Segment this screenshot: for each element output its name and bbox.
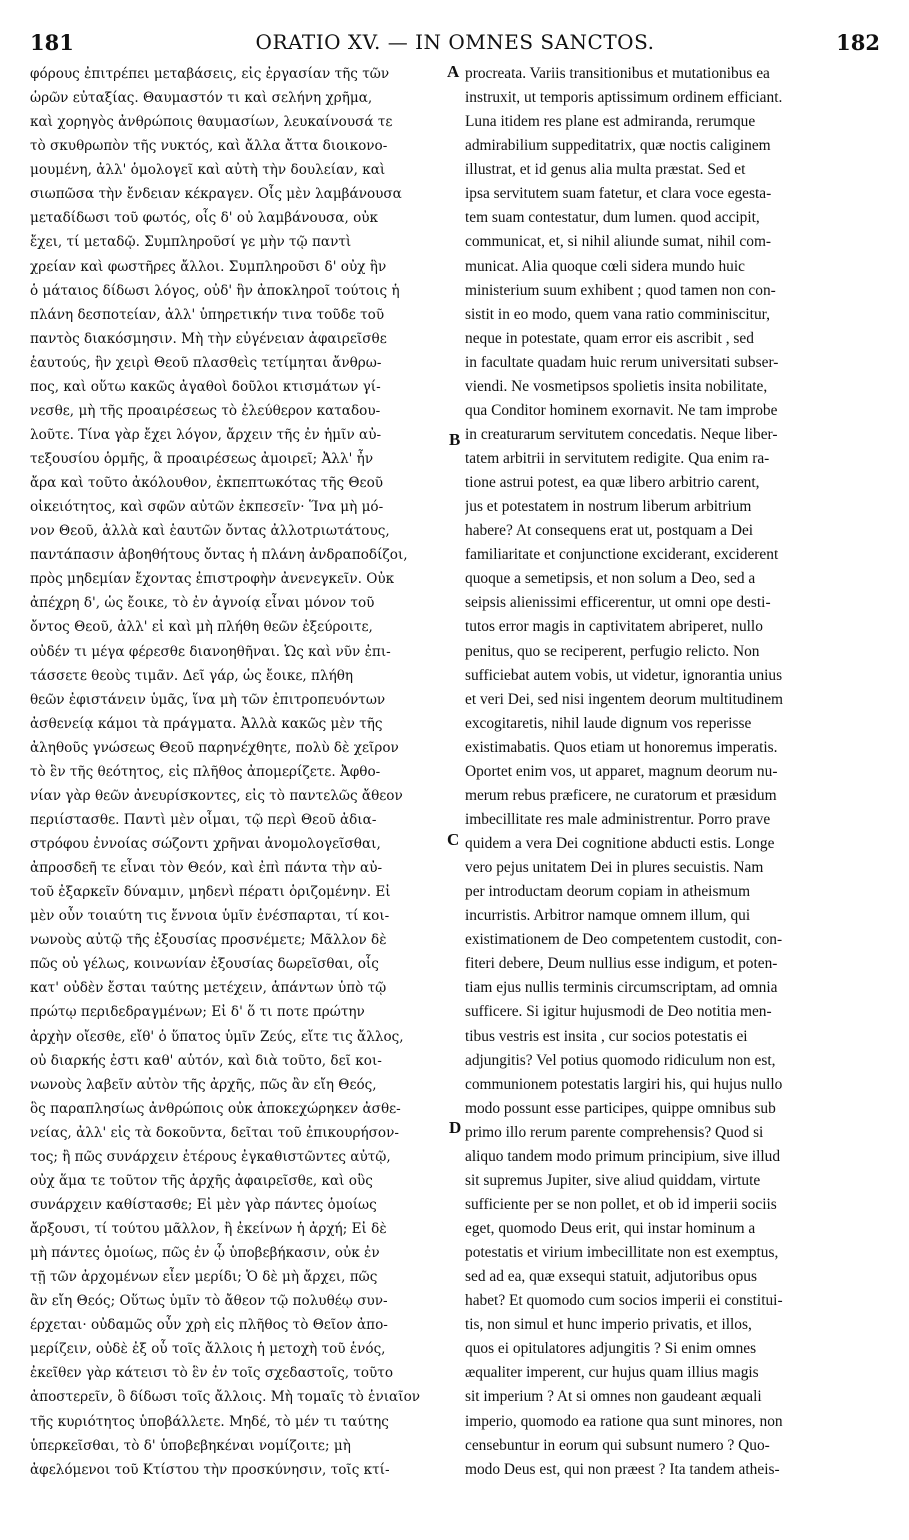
latin-text-line: sed ad ea, quæ exsequi statuit, adjutoribus opus bbox=[465, 1268, 757, 1286]
greek-text-line: πῶς οὐ γέλως, κοινωνίαν ἐξουσίας δωρεῖσθαι, οἷς bbox=[30, 956, 379, 973]
greek-text-line: ὑπερκεῖσθαι, τὸ δ' ὑποβεβηκέναι νομίζοιτε; μὴ bbox=[30, 1437, 351, 1454]
greek-text-line: ἀρχὴν οἴεσθε, εἴθ' ὁ ὕπατος ὑμῖν Ζεύς, εἴτε τις ἄλλος, bbox=[30, 1028, 404, 1045]
latin-text-line: communionem potestatis largiri his, qui hujus nullo bbox=[465, 1075, 783, 1093]
greek-text-line: ἀσθενείᾳ κάμοι τὰ πράγματα. Ἀλλὰ κακῶς μὲν τῆς bbox=[30, 715, 383, 732]
greek-text-line: ὡρῶν εὐταξίας. Θαυμαστόν τι καὶ σελήνη χρῆμα, bbox=[30, 90, 373, 107]
latin-text-line: potestatis et virium imbecillitate non est exemptus, bbox=[465, 1244, 779, 1262]
latin-text-line: sufficiente per se non pollet, et ob id imperii sociis bbox=[465, 1195, 777, 1213]
latin-text-line: sistit in eo modo, quem vana ratio comminiscitur, bbox=[465, 305, 771, 323]
greek-text-line: φόρους ἐπιτρέπει μεταβάσεις, εἰς ἐργασίαν τῆς τῶν bbox=[30, 66, 390, 82]
latin-text-line: ministerium suum exhibent ; quod tamen non con- bbox=[465, 281, 776, 299]
greek-column bbox=[30, 62, 446, 1482]
greek-text-line: μεταδίδωσι τοῦ φωτός, οἷς δ' οὐ λαμβάνουσα, οὐκ bbox=[30, 210, 379, 227]
greek-text-line: ὄντος Θεοῦ, ἀλλ' εἰ καὶ μὴ πλήθη θεῶν ἐξεύροιτε, bbox=[30, 619, 373, 636]
latin-text-line: excogitaretis, nihil laude dignum vos reperisse bbox=[465, 714, 752, 732]
latin-text-line: imbecillitate res male administrentur. Porro prave bbox=[465, 810, 771, 828]
latin-text-line: sit imperium ? At si omnes non gaudeant æquali bbox=[465, 1388, 762, 1406]
latin-text-line: adjungitis? Vel potius quomodo ridiculum non est, bbox=[465, 1051, 776, 1069]
section-marker-d: D bbox=[449, 1118, 462, 1137]
latin-text-line: merum rebus præficere, ne curatorum et præsidum bbox=[465, 786, 777, 804]
latin-text-line: tione astrui potest, ea quæ libero arbitrio carent, bbox=[465, 474, 760, 492]
greek-text-line: συνάρχειν καθίστασθε; Εἰ μὲν γὰρ πάντες ὁμοίως bbox=[30, 1196, 377, 1213]
latin-column bbox=[465, 62, 885, 1482]
greek-text-line: ἀποστερεῖν, ὃ δίδωσι τοῖς ἄλλοις. Μὴ τομαῖς τὸ ἑνιαῖον bbox=[30, 1389, 421, 1406]
greek-text-line: οὐδέν τι μέγα φέρεσθε διανοηθῆναι. Ὡς καὶ νῦν ἐπι- bbox=[30, 643, 391, 660]
latin-text-line: per introductam deorum copiam in atheismum bbox=[465, 883, 751, 901]
greek-text-line: μὴ πάντες ὁμοίως, πῶς ἐν ᾧ ὑποβεβήκασιν, οὐκ ἐν bbox=[30, 1245, 380, 1262]
latin-text-line: sit supremus Jupiter, sive aliud quiddam, virtute bbox=[465, 1171, 761, 1189]
latin-text-line: ipsa servitutem suam fatetur, et clara voce egesta- bbox=[465, 185, 772, 203]
latin-text-line: qua Conditor hominem exornavit. Ne tam improbe bbox=[465, 401, 778, 419]
greek-text-line: ἑαυτούς, ἣν χειρὶ Θεοῦ πλασθεὶς τετίμηται ἄνθρω- bbox=[30, 354, 382, 371]
latin-text-line: modo possunt esse participes, quippe omnibus sub bbox=[465, 1099, 776, 1117]
page-header bbox=[30, 30, 880, 60]
greek-text-line: περιίστασθε. Παντὶ μὲν οἶμαι, τῷ περὶ Θεοῦ ἀδια- bbox=[30, 811, 377, 828]
section-marker-a: A bbox=[447, 62, 460, 81]
greek-text-line: παντάπασιν ἀβοηθήτους ὄντας ἡ πλάνη ἀνδραποδίζοι, bbox=[30, 547, 408, 564]
section-marker-b: B bbox=[449, 430, 461, 449]
latin-text-line: tibus vestris est insita , cur socios potestatis ei bbox=[465, 1027, 748, 1045]
greek-text-line: χρείαν καὶ φωστῆρες ἄλλοι. Συμπληροῦσι δ' οὐχ ἣν bbox=[30, 258, 387, 275]
latin-text-line: Oportet enim vos, ut apparet, magnum deorum nu- bbox=[465, 762, 778, 780]
latin-text-line: procreata. Variis transitionibus et mutationibus ea bbox=[465, 65, 770, 82]
greek-text-line: ἀληθοῦς γνώσεως Θεοῦ παρηνέχθητε, πολὺ δὲ χεῖρον bbox=[30, 739, 399, 756]
latin-text-line: Luna itidem res plane est admiranda, rerumque bbox=[465, 113, 756, 131]
greek-text-line: νείας, ἀλλ' εἰς τὰ δοκοῦντα, δεῖται τοῦ ἐπικουρήσον- bbox=[30, 1124, 399, 1141]
greek-text-line: οἰκειότητος, καὶ σφῶν αὐτῶν ἐκπεσεῖν· Ἵνα μὴ μό- bbox=[30, 499, 384, 516]
greek-text-line: πρὸς μηδεμίαν ἔχοντας ἐπιστροφὴν ἀνενεγκεῖν. Οὐκ bbox=[30, 571, 395, 588]
latin-text-line: tis, non simul et hunc imperio privatis, et illos, bbox=[465, 1316, 752, 1334]
greek-text-line: ἀπροσδεῆ τε εἶναι τὸν Θεόν, καὶ ἐπὶ πάντα τὴν αὐ- bbox=[30, 860, 383, 877]
latin-text-line: aliquo tandem modo primum principium, sive illud bbox=[465, 1147, 781, 1165]
page-number-right: 182 bbox=[836, 30, 880, 55]
greek-text-line: νωνοὺς αὐτῷ τῆς ἐξουσίας προσνέμετε; Μᾶλλον δὲ bbox=[30, 932, 387, 949]
greek-text-line: ὃς παραπλησίως ἀνθρώποις οὐκ ἀποκεχώρηκεν ἀσθε- bbox=[30, 1100, 401, 1117]
latin-text-line: in facultate quadam huic rerum universitati subser- bbox=[465, 353, 779, 371]
latin-text-line: sufficere. Si igitur hujusmodi de Deo notitia men- bbox=[465, 1003, 772, 1021]
greek-text-line: τοῦ ἐξαρκεῖν δύναμιν, μηδενὶ πέρατι ὁριζομένην. Εἰ bbox=[30, 884, 391, 901]
page-number-left: 181 bbox=[30, 30, 74, 55]
latin-text-line: familiaritate et conjunctione exciderant, exciderent bbox=[465, 546, 779, 564]
greek-text-line: καὶ χορηγὸς ἀνθρώποις θαυμασίων, λευκαίνουσά τε bbox=[30, 114, 393, 131]
greek-text-line: τὸ ἓν τῆς θεότητος, εἰς πλῆθος ἀπομερίζετε. Ἀφθο- bbox=[30, 763, 381, 780]
latin-text-line: modo Deus est, qui non præest ? Ita tandem atheis- bbox=[465, 1460, 780, 1478]
section-marker-c: C bbox=[447, 830, 460, 849]
greek-text-line: πος, καὶ οὕτω κακῶς ἀγαθοὶ δοῦλοι κτισμάτων γί- bbox=[30, 378, 381, 395]
greek-text-line: τος; ἢ πῶς συνάρχειν ἑτέρους ἐγκαθιστῶντες αὐτῷ, bbox=[30, 1148, 391, 1165]
latin-text-line: habet? Et quomodo cum socios imperii ei constitui- bbox=[465, 1292, 783, 1310]
greek-text-line: οὐ διαρκής ἐστι καθ' αὑτόν, καὶ διὰ τοῦτο, δεῖ κοι- bbox=[30, 1052, 382, 1069]
greek-text-line: ἄρξουσι, τί τούτου μᾶλλον, ἢ ἐκείνων ἡ ἀρχή; Εἰ δὲ bbox=[30, 1221, 387, 1237]
greek-text-line: τεξουσίου ὁρμῆς, ἃ προαιρέσεως ἀμοιρεῖ; Ἀλλ' ἦν bbox=[30, 451, 374, 467]
latin-text-line: vero pejus unitatem Dei in plures secuistis. Nam bbox=[465, 859, 764, 877]
latin-text-line: fiteri debere, Deum nullius esse indigum, et poten- bbox=[465, 955, 778, 973]
latin-text-line: eget, quomodo Deus erit, qui instar hominum a bbox=[465, 1220, 756, 1237]
latin-text-line: primo illo rerum parente comprehensis? Quod si bbox=[465, 1123, 764, 1141]
latin-text-line: neque in potestate, quam error eis ascribit , sed bbox=[465, 329, 754, 347]
greek-text-line: ἀφελόμενοι τοῦ Κτίστου τὴν προσκύνησιν, τοῖς κτί- bbox=[30, 1461, 390, 1478]
latin-text-line: æqualiter imperent, cur hujus quam illius magis bbox=[465, 1364, 759, 1382]
greek-text-line: μὲν οὖν τοιαύτη τις ἔννοια ὑμῖν ἐνέσπαρται, τί κοι- bbox=[30, 908, 390, 925]
greek-text-line: ἂν εἴη Θεός; Οὕτως ὑμῖν τὸ ἄθεον τῷ πολυθέῳ συν- bbox=[30, 1293, 388, 1310]
greek-text-line: οὐχ ἅμα τε τοῦτον τῆς ἀρχῆς ἀφαιρεῖσθε, καὶ οὓς bbox=[30, 1172, 373, 1189]
latin-text-line: quidem a vera Dei cognitione abducti estis. Longe bbox=[465, 835, 775, 852]
greek-text-line: τῆς κυριότητος ὑποβάλλετε. Μηδέ, τὸ μέν τι ταύτης bbox=[30, 1413, 389, 1430]
latin-text-line: admirabilium suppeditatrix, quæ noctis caliginem bbox=[465, 137, 771, 155]
latin-text-line: imperio, quomodo ea ratione qua sunt minores, non bbox=[465, 1412, 783, 1430]
latin-text-line: seipsis alienissimi efficerentur, ut omni ope desti- bbox=[465, 594, 771, 612]
latin-text-line: quoque a semetipsis, et non solum a Deo, sed a bbox=[465, 570, 756, 588]
latin-text-line: existimabatis. Quos etiam ut honoremus imperatis. bbox=[465, 738, 778, 756]
running-title: ORATIO XV. — IN OMNES SANCTOS. bbox=[255, 30, 655, 54]
latin-text-line: existimationem de Deo competentem custodit, con- bbox=[465, 931, 783, 949]
latin-text-line: instruxit, ut temporis aptissimum ordinem efficiant. bbox=[465, 89, 783, 107]
latin-text-line: municat. Alia quoque cœli sidera mundo huic bbox=[465, 257, 745, 275]
latin-text-line: et veri Dei, sed nisi ingentem deorum multitudinem bbox=[465, 690, 784, 708]
latin-text-line: penitus, quo se reciperent, perfugio relicto. Non bbox=[465, 642, 760, 660]
latin-text-line: tem suam contestatur, dum lumen. quod accipit, bbox=[465, 209, 760, 227]
latin-text-line: tatem arbitrii in servitutem redigite. Qua enim ra- bbox=[465, 450, 770, 467]
greek-text-line: λοῦτε. Τίνα γὰρ ἔχει λόγον, ἄρχειν τῆς ἐν ἡμῖν αὐ- bbox=[30, 426, 382, 443]
latin-text-line: illustrat, et id genus alia multa præstat. Sed et bbox=[465, 161, 746, 179]
greek-text-line: ἔχει, τί μεταδῷ. Συμπληροῦσί γε μὴν τῷ παντὶ bbox=[30, 234, 352, 251]
latin-text-line: sufficiebat autem vobis, ut videtur, ignorantia unius bbox=[465, 666, 783, 684]
greek-text-line: νωνοὺς λαβεῖν αὐτὸν τῆς ἀρχῆς, πῶς ἂν εἴη Θεός, bbox=[30, 1076, 377, 1093]
latin-text-line: viendi. Ne vosmetipsos spolietis insita nobilitate, bbox=[465, 377, 768, 395]
greek-text-line: στρόφου ἐννοίας σώζοντι χρῆναι ἀνομολογεῖσθαι, bbox=[30, 836, 381, 852]
latin-text-line: tiam ejus nullis terminis circumscriptam, ad omnia bbox=[465, 979, 778, 997]
latin-text-line: quos ei opitulatores adjungitis ? Si enim omnes bbox=[465, 1340, 757, 1358]
latin-text-line: incurristis. Arbitror namque omnem illum, qui bbox=[465, 907, 751, 925]
greek-text-line: ἐκεῖθεν γὰρ κάτεισι τὸ ἓν ἐν τοῖς σχεδαστοῖς, τοῦτο bbox=[30, 1365, 394, 1382]
latin-text-line: tutos error magis in captivitatem abriperet, nullo bbox=[465, 618, 763, 636]
greek-text-line: νίαν γὰρ θεῶν ἀνευρίσκοντες, εἰς τὸ παντελῶς ἄθεον bbox=[30, 787, 403, 804]
greek-text-line: νον Θεοῦ, ἀλλὰ καὶ ἑαυτῶν ὄντας ἀλλοτριωτάτους, bbox=[30, 523, 390, 540]
greek-text-line: τῇ τῶν ἀρχομένων εἶεν μερίδι; Ὁ δὲ μὴ ἄρχει, πῶς bbox=[30, 1269, 378, 1286]
latin-text-line: censebuntur in eorum qui subsunt numero ? Quo- bbox=[465, 1436, 770, 1454]
greek-text-line: τάσσετε θεοὺς τιμᾶν. Δεῖ γάρ, ὡς ἔοικε, πλήθη bbox=[30, 667, 354, 684]
greek-text-line: ἀπέχρη δ', ὡς ἔοικε, τὸ ἐν ἀγνοίᾳ εἶναι μόνον τοῦ bbox=[30, 595, 375, 612]
greek-text-line: νεσθε, μὴ τῆς προαιρέσεως τὸ ἐλεύθερον καταδου- bbox=[30, 402, 381, 419]
greek-text-line: μουμένη, ἀλλ' ὁμολογεῖ καὶ αὐτὴ τὴν δουλείαν, καὶ bbox=[30, 162, 386, 179]
latin-text-line: jus et potestatem in nostrum liberum arbitrium bbox=[465, 498, 752, 516]
greek-text-line: έρχεται· οὐδαμῶς οὖν χρὴ εἰς πλῆθος τὸ Θεῖον ἀπο- bbox=[30, 1317, 388, 1334]
greek-text-line: παντὸς διακόσμησιν. Μὴ τὴν εὐγένειαν ἀφαιρεῖσθε bbox=[30, 330, 387, 347]
latin-text-line: in creaturarum servitutem concedatis. Neque liber- bbox=[465, 425, 778, 443]
greek-text-line: ἄρα καὶ τοῦτο ἀκόλουθον, ἐκπεπτωκότας τῆς Θεοῦ bbox=[30, 475, 384, 492]
greek-text-line: τὸ σκυθρωπὸν τῆς νυκτός, καὶ ἄλλα ἄττα διοικονο- bbox=[30, 138, 388, 155]
greek-text-line: ὁ μάταιος δίδωσι λόγος, οὐδ' ἣν ἀποκληροῖ τούτοις ἡ bbox=[30, 282, 400, 299]
greek-text-line: κατ' οὐδὲν ἔσται ταύτης μετέχειν, ἁπάντων ὑπὸ τῷ bbox=[30, 980, 387, 997]
greek-text-line: πρώτῳ περιδεδραγμένων; Εἰ δ' ὅ τι ποτε πρώτην bbox=[30, 1004, 365, 1021]
greek-text-line: σιωπῶσα τὴν ἔνδειαν κέκραγεν. Οἷς μὲν λαμβάνουσα bbox=[30, 186, 402, 203]
latin-text-line: communicat, et, si nihil aliunde sumat, nihil com- bbox=[465, 233, 772, 251]
greek-text-line: μερίζειν, οὐδὲ ἐξ οὗ τοῖς ἄλλοις ἡ μετοχὴ τοῦ ἑνός, bbox=[30, 1341, 386, 1358]
greek-text-line: πλάνη δεσποτείαν, ἀλλ' ὑπηρετικήν τινα τοῦδε τοῦ bbox=[30, 306, 385, 323]
latin-text-line: habere? At consequens erat ut, postquam a Dei bbox=[465, 522, 754, 540]
greek-text-line: θεῶν ἐφιστάνειν ὑμᾶς, ἵνα μὴ τῶν ἐπιτροπευόντων bbox=[30, 691, 386, 708]
